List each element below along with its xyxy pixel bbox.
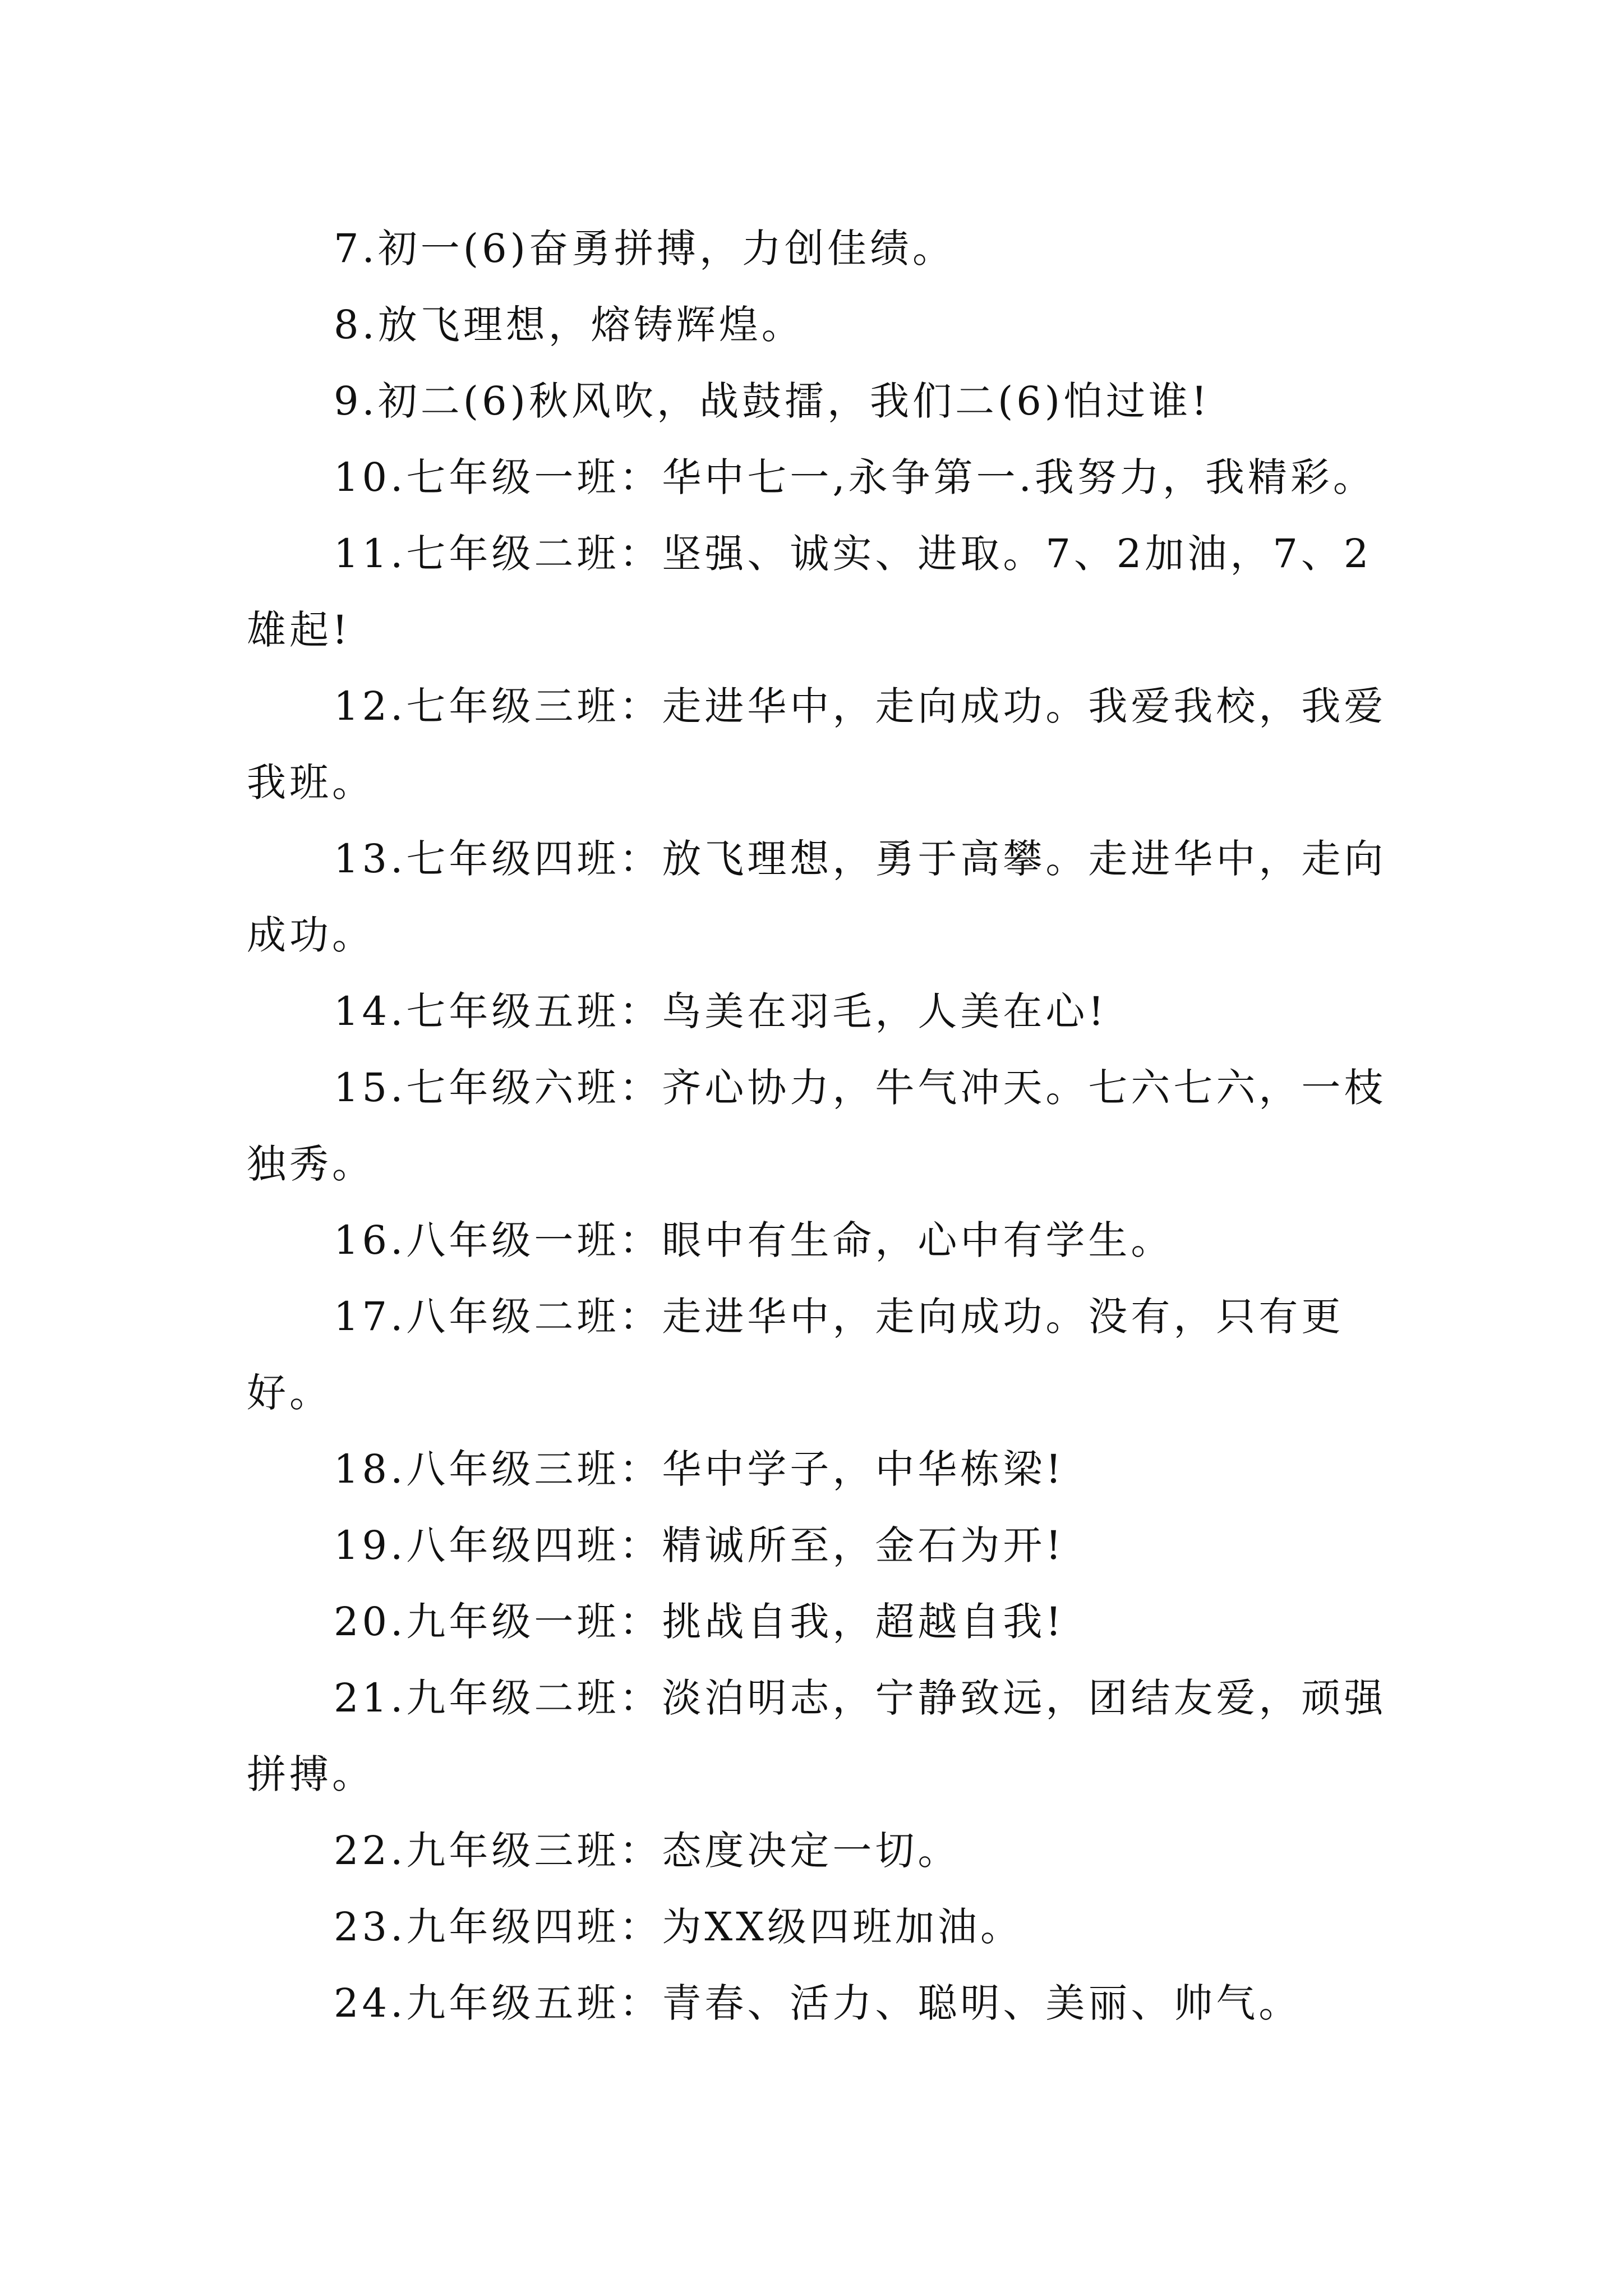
list-item: 9.初二(6)秋风吹，战鼓擂，我们二(6)怕过谁! <box>334 378 1211 424</box>
list-item: 15.七年级六班：齐心协力，牛气冲天。七六七六，一枝独秀。 <box>247 1065 1387 1187</box>
slogan-list <box>247 210 1391 2041</box>
list-item: 22.九年级三班：态度决定一切。 <box>334 1828 961 1874</box>
list-item: 12.七年级三班：走进华中，走向成功。我爱我校，我爱我班。 <box>247 683 1387 806</box>
list-item: 21.九年级二班：淡泊明志，宁静致远，团结友爱，顽强拼搏。 <box>247 1675 1387 1797</box>
list-item: 8.放飞理想，熔铸辉煌。 <box>334 302 804 348</box>
list-item: 20.九年级一班：挑战自我，超越自我! <box>334 1599 1065 1645</box>
list-item: 18.八年级三班：华中学子，中华栋梁! <box>334 1446 1065 1492</box>
list-item: 16.八年级一班：眼中有生命，心中有学生。 <box>334 1217 1174 1263</box>
list-item: 24.九年级五班：青春、活力、聪明、美丽、帅气。 <box>334 1980 1302 2026</box>
list-item: 14.七年级五班：鸟美在羽毛，人美在心! <box>334 988 1108 1034</box>
list-item: 10.七年级一班：华中七一,永争第一.我努力，我精彩。 <box>334 454 1376 500</box>
list-item: 23.九年级四班：为XX级四班加油。 <box>334 1904 1023 1950</box>
list-item: 11.七年级二班：坚强、诚实、进取。7、2加油，7、2雄起! <box>247 531 1372 653</box>
list-item: 13.七年级四班：放飞理想，勇于高攀。走进华中，走向成功。 <box>247 836 1387 958</box>
list-item: 7.初一(6)奋勇拼搏，力创佳绩。 <box>334 226 955 272</box>
list-item: 19.八年级四班：精诚所至，金石为开! <box>334 1522 1065 1568</box>
list-item: 17.八年级二班：走进华中，走向成功。没有，只有更好。 <box>247 1294 1344 1416</box>
